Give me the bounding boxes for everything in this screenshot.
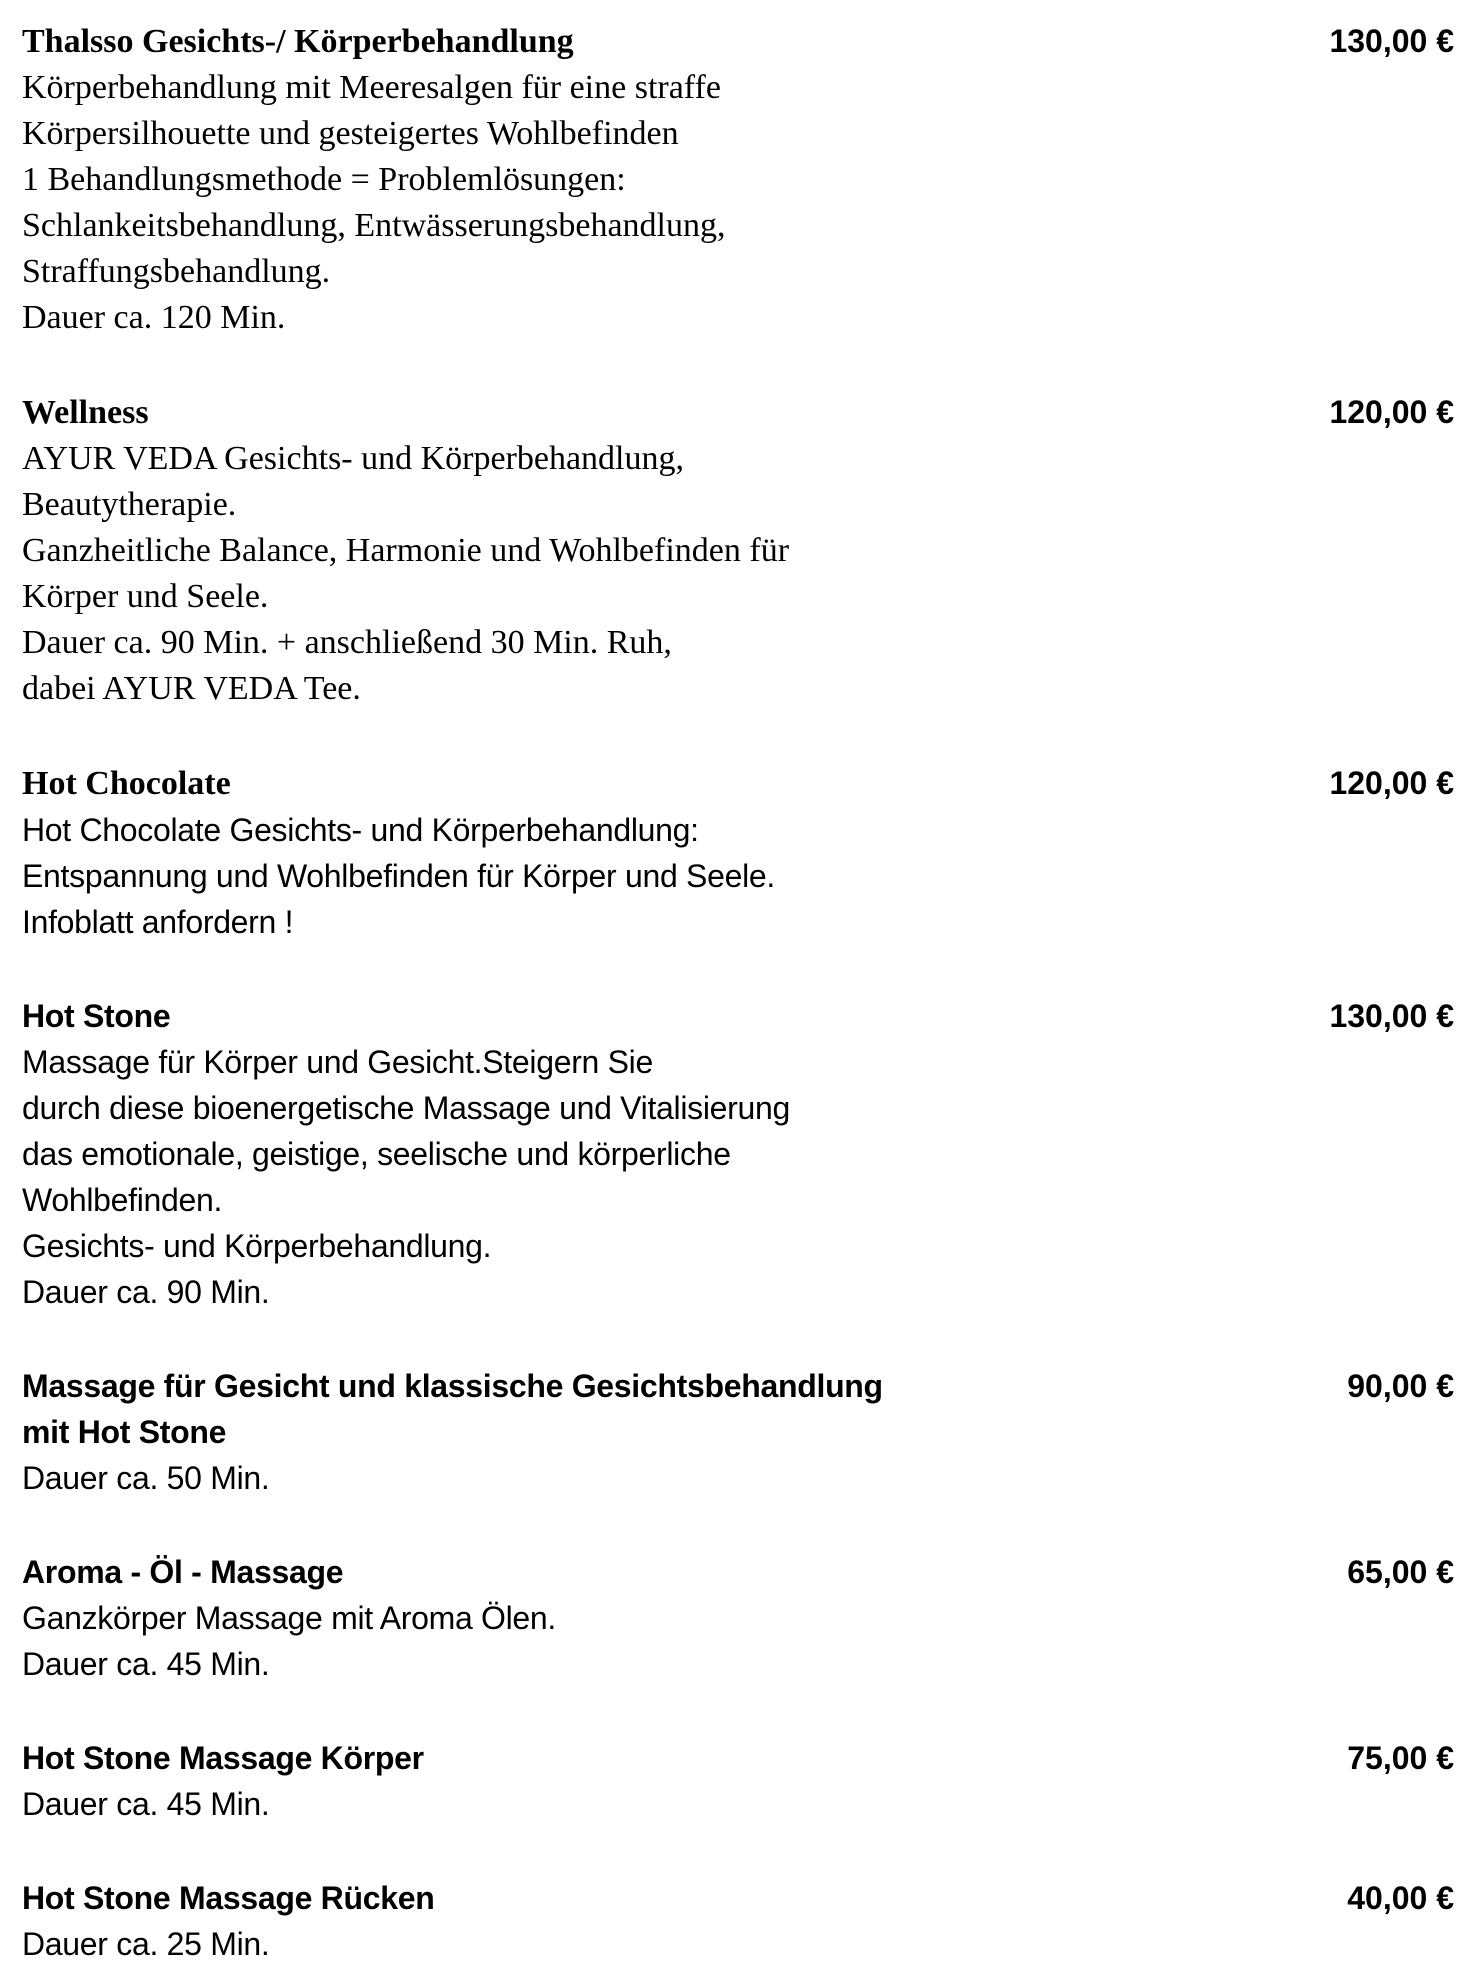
item-title: Aroma - Öl - Massage — [22, 1554, 344, 1590]
item-description-line: Beautytherapie. — [22, 486, 237, 523]
item-description — [22, 1455, 1454, 1501]
item-title-row — [22, 1549, 1454, 1595]
item-title: Hot Stone Massage Rücken — [22, 1880, 435, 1916]
item-description — [22, 436, 1454, 712]
item-description-line: Entspannung und Wohlbefinden für Körper und Seele. — [22, 858, 775, 894]
treatment-item — [22, 760, 1454, 945]
item-description-line: Ganzkörper Massage mit Aroma Ölen. — [22, 1600, 557, 1636]
item-description — [22, 1595, 1454, 1687]
item-title-row — [22, 1735, 1454, 1781]
item-description-line: durch diese bioenergetische Massage und Vitalisierung — [22, 1090, 791, 1126]
item-title: Hot Chocolate — [22, 765, 231, 802]
item-price: 130,00 € — [1329, 23, 1454, 59]
item-title-row — [22, 760, 1454, 807]
item-title-row — [22, 18, 1454, 65]
item-description-line: Körpersilhouette und gesteigertes Wohlbefinden — [22, 115, 679, 152]
item-description — [22, 1039, 1454, 1315]
item-description-line: AYUR VEDA Gesichts- und Körperbehandlung, — [22, 440, 684, 477]
item-description — [22, 65, 1454, 341]
item-title: Massage für Gesicht und klassische Gesichtsbehandlung — [22, 1368, 883, 1404]
item-price: 65,00 € — [1347, 1554, 1454, 1590]
item-description — [22, 807, 1454, 945]
treatment-item — [22, 1875, 1454, 1967]
item-description-line: dabei AYUR VEDA Tee. — [22, 670, 361, 707]
item-duration: Dauer ca. 45 Min. — [22, 1786, 270, 1822]
item-price: 120,00 € — [1329, 765, 1454, 801]
item-description-line: Gesichts- und Körperbehandlung. — [22, 1228, 492, 1264]
item-duration: Dauer ca. 45 Min. — [22, 1646, 270, 1682]
item-description-line: Massage für Körper und Gesicht.Steigern Sie — [22, 1044, 653, 1080]
item-price: 40,00 € — [1347, 1880, 1454, 1916]
item-description-line: Körper und Seele. — [22, 578, 269, 615]
item-description-line: 1 Behandlungsmethode = Problemlösungen: — [22, 161, 626, 198]
item-duration: Dauer ca. 50 Min. — [22, 1460, 270, 1496]
item-price: 75,00 € — [1347, 1740, 1454, 1776]
treatment-item — [22, 1735, 1454, 1827]
item-title-row — [22, 1363, 1454, 1409]
item-duration: Dauer ca. 25 Min. — [22, 1926, 270, 1962]
item-title-row — [22, 1875, 1454, 1921]
item-title-row — [22, 993, 1454, 1039]
item-title: Hot Stone Massage Körper — [22, 1740, 424, 1776]
item-duration: Dauer ca. 120 Min. — [22, 299, 286, 336]
treatment-item — [22, 993, 1454, 1315]
treatment-item — [22, 389, 1454, 712]
item-description — [22, 1781, 1454, 1827]
item-description-line: Körperbehandlung mit Meeresalgen für eine straffe — [22, 69, 721, 106]
item-description — [22, 1921, 1454, 1967]
item-title: Wellness — [22, 394, 149, 431]
item-title-row — [22, 389, 1454, 436]
treatment-item — [22, 1549, 1454, 1687]
item-price: 130,00 € — [1329, 998, 1454, 1034]
item-description-line: Straffungsbehandlung. — [22, 253, 331, 290]
treatment-item — [22, 18, 1454, 341]
item-title-line2: mit Hot Stone — [22, 1414, 227, 1450]
item-title: Hot Stone — [22, 998, 171, 1034]
item-description-line: das emotionale, geistige, seelische und körperliche — [22, 1136, 731, 1172]
item-description-line: Infoblatt anfordern ! — [22, 904, 294, 940]
item-description-line: Ganzheitliche Balance, Harmonie und Wohlbefinden für — [22, 532, 790, 569]
item-duration: Dauer ca. 90 Min. + anschließend 30 Min. Ruh, — [22, 624, 672, 661]
item-price: 90,00 € — [1347, 1368, 1454, 1404]
item-title: Thalsso Gesichts-/ Körperbehandlung — [22, 23, 574, 60]
item-description-line: Wohlbefinden. — [22, 1182, 223, 1218]
item-description-line: Schlankeitsbehandlung, Entwässerungsbehandlung, — [22, 207, 726, 244]
item-price: 120,00 € — [1329, 394, 1454, 430]
item-duration: Dauer ca. 90 Min. — [22, 1274, 270, 1310]
treatment-item — [22, 1363, 1454, 1501]
item-description-line: Hot Chocolate Gesichts- und Körperbehandlung: — [22, 812, 699, 848]
